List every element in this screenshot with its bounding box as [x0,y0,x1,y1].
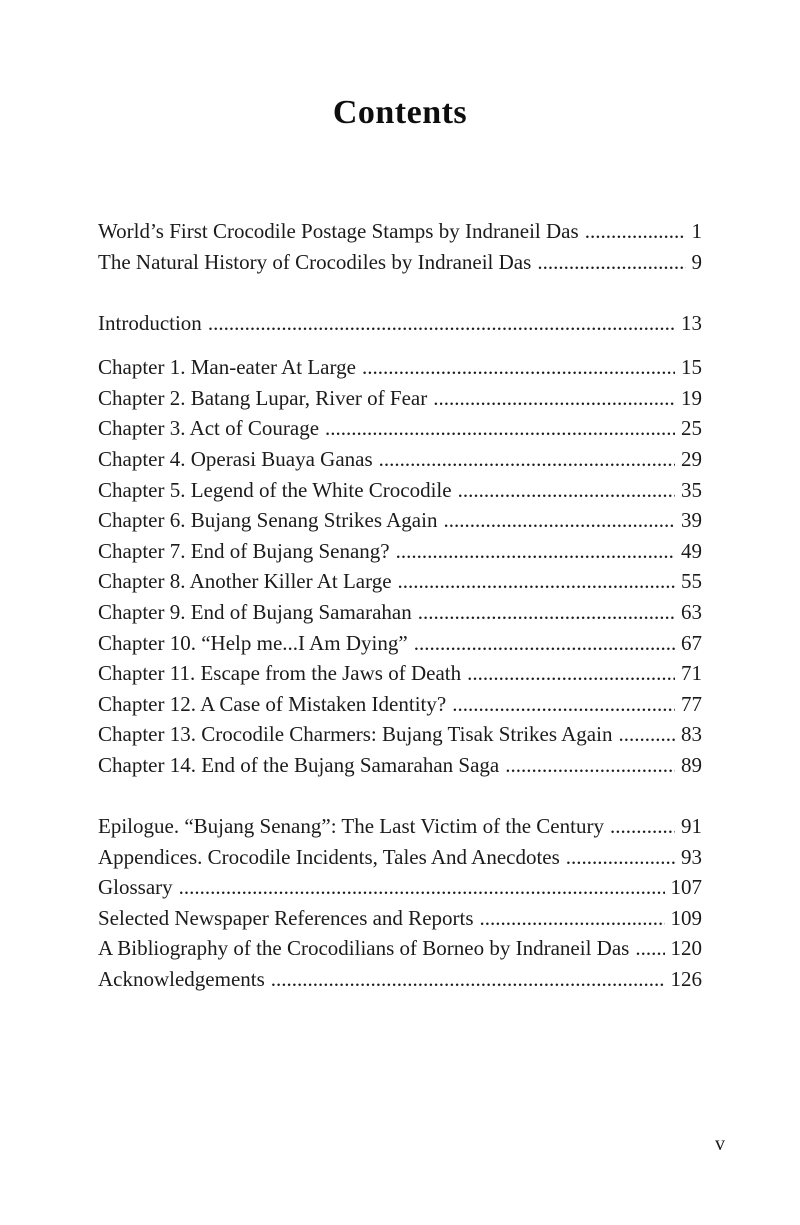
toc-entry-page: 13 [681,310,702,335]
toc-entry [98,658,702,689]
toc-entry-label: Chapter 8. Another Killer At Large [98,569,392,594]
toc-entry-label: Chapter 14. End of the Bujang Samarahan Saga [98,753,500,777]
toc-entry-page: 29 [681,447,702,472]
toc-dot-leader [467,658,675,689]
toc-entry-page: 120 [670,936,702,961]
toc-entry-label: Introduction [98,310,202,335]
toc-dot-leader [566,842,675,873]
toc-entry [98,628,702,659]
toc-entry-page: 49 [681,538,702,563]
toc-dot-leader [537,247,685,278]
toc-entry-page: 89 [681,753,702,777]
toc-entry-label: Chapter 9. End of Bujang Samarahan [98,600,412,625]
toc-entry [98,933,702,964]
toc-dot-leader [635,933,664,964]
toc-group [98,811,702,995]
toc-entry-label: Acknowledgements [98,967,265,992]
toc-entry [98,903,702,934]
toc-entry-label: Chapter 12. A Case of Mistaken Identity? [98,691,447,716]
toc-entry-label: Selected Newspaper References and Reports [98,905,474,930]
toc-entry-label: Chapter 10. “Help me...I Am Dying” [98,630,408,655]
toc-entry [98,842,702,873]
toc-entry-label: Chapter 13. Crocodile Charmers: Bujang Tisak Strikes Again [98,722,613,747]
toc-entry [98,413,702,444]
toc-entry-page: 19 [681,385,702,410]
toc-entry-page: 83 [681,722,702,747]
toc-entry [98,719,702,750]
toc-dot-leader [271,964,665,995]
toc-dot-leader [398,566,675,597]
toc-entry [98,566,702,597]
toc-entry [98,597,702,628]
toc-entry-label: Chapter 2. Batang Lupar, River of Fear [98,385,428,410]
toc-dot-leader [480,903,665,934]
toc-dot-leader [585,216,686,247]
toc-entry [98,475,702,506]
toc-entry [98,750,702,781]
toc-entry-page: 93 [681,844,702,869]
toc-entry-label: Glossary [98,875,173,900]
toc-dot-leader [179,872,665,903]
toc-entry [98,352,702,383]
toc-entry [98,811,702,842]
toc-dot-leader [458,475,675,506]
toc-entry [98,872,702,903]
toc-group [98,216,702,277]
toc-dot-leader [379,444,675,475]
toc-dot-leader [618,719,675,750]
toc-dot-leader [452,689,675,720]
toc-entry [98,444,702,475]
toc-entry-page: 39 [681,508,702,533]
toc-entry [98,383,702,414]
toc-entry-page: 15 [681,355,702,380]
toc-entry-page: 55 [681,569,702,594]
toc-group [98,308,702,339]
toc-entry-page: 35 [681,477,702,502]
toc-entry-label: Chapter 3. Act of Courage [98,416,320,441]
toc-dot-leader [208,308,675,339]
toc-entry-label: Chapter 7. End of Bujang Senang? [98,538,390,563]
toc-entry-page: 63 [681,600,702,625]
toc-entry-label: Chapter 4. Operasi Buaya Ganas [98,447,373,472]
folio-page-number: v [715,1133,725,1155]
toc-dot-leader [414,628,675,659]
toc-entry-label: Chapter 6. Bujang Senang Strikes Again [98,508,438,533]
toc-group [98,352,702,780]
toc-entry-page: 107 [670,875,702,900]
toc-entry [98,247,702,278]
toc-entry-label: The Natural History of Crocodiles by Indraneil Das [98,249,532,274]
toc-entry-label: Epilogue. “Bujang Senang”: The Last Victim of the Century [98,814,604,839]
toc-entry-label: A Bibliography of the Crocodilians of Borneo by Indraneil Das [98,936,630,961]
toc-entry-page: 67 [681,630,702,655]
toc-entry-page: 91 [681,814,702,839]
toc-entry-page: 71 [681,661,702,686]
toc-entry-page: 77 [681,691,702,716]
toc-entry-label: World’s First Crocodile Postage Stamps by Indraneil Das [98,219,579,243]
toc-entry [98,964,702,995]
toc-dot-leader [325,413,675,444]
toc-dot-leader [362,352,675,383]
toc [98,216,702,995]
toc-dot-leader [610,811,675,842]
toc-entry-page: 25 [681,416,702,441]
toc-dot-leader [418,597,675,628]
toc-entry-page: 9 [691,249,702,274]
toc-dot-leader [433,383,675,414]
page-title: Contents [332,94,468,131]
toc-entry-label: Appendices. Crocodile Incidents, Tales And Anecdotes [98,844,560,869]
toc-dot-leader [505,750,675,781]
toc-entry [98,505,702,536]
toc-entry-page: 1 [691,219,702,243]
toc-entry [98,689,702,720]
toc-dot-leader [443,505,675,536]
toc-entry-label: Chapter 1. Man-eater At Large [98,355,356,380]
toc-entry [98,536,702,567]
toc-entry-label: Chapter 11. Escape from the Jaws of Death [98,661,462,686]
toc-entry-page: 109 [670,905,702,930]
toc-dot-leader [396,536,675,567]
toc-entry-page: 126 [670,967,702,992]
toc-entry [98,216,702,247]
toc-entry [98,308,702,339]
toc-entry-label: Chapter 5. Legend of the White Crocodile [98,477,452,502]
